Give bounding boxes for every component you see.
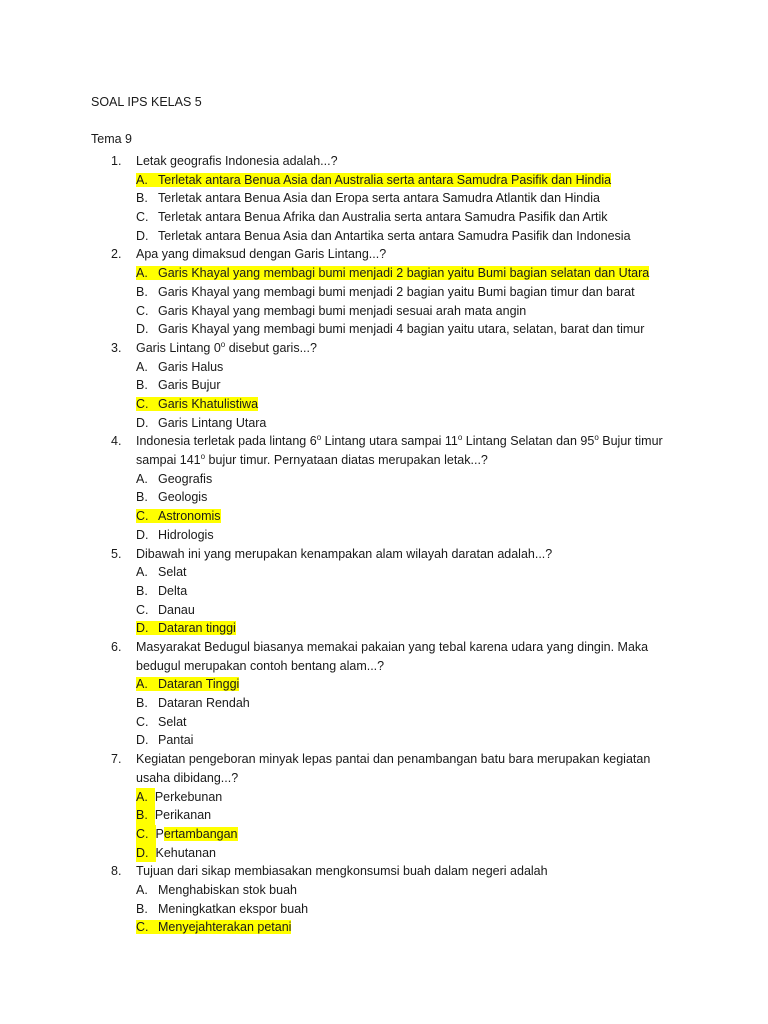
option-list xyxy=(136,470,688,545)
option-letter: A. xyxy=(136,788,155,807)
question-text-part: Indonesia terletak pada lintang 6 xyxy=(136,434,317,449)
option-letter: B. xyxy=(136,191,148,206)
question-4 xyxy=(91,432,688,544)
option-c xyxy=(136,713,688,732)
option-text: Garis Lintang Utara xyxy=(158,415,267,430)
question-text: Dibawah ini yang merupakan kenampakan alam wilayah daratan adalah...? xyxy=(136,546,553,561)
option-letter: C. xyxy=(136,303,149,318)
degree-symbol: o xyxy=(220,339,226,349)
option-b xyxy=(136,806,688,825)
question-text-part: disebut garis...? xyxy=(225,340,317,355)
option-text: Dataran tinggi xyxy=(158,621,236,636)
option-b xyxy=(136,376,688,395)
question-3 xyxy=(91,339,688,432)
option-list xyxy=(136,675,688,750)
option-text: Terletak antara Benua Asia dan Eropa serta antara Samudra Atlantik dan Hindia xyxy=(158,191,600,206)
option-letter: A. xyxy=(136,359,148,374)
answer-highlight xyxy=(136,920,291,934)
option-list xyxy=(136,264,688,339)
question-text: Kegiatan pengeboran minyak lepas pantai dan penambangan batu bara merupakan kegiatan xyxy=(136,752,651,767)
option-text: Hidrologis xyxy=(158,527,214,542)
degree-symbol: o xyxy=(594,433,599,443)
option-d xyxy=(136,619,688,638)
option-letter: C. xyxy=(136,509,149,524)
option-c xyxy=(136,601,688,620)
option-text: Meningkatkan ekspor buah xyxy=(158,901,309,916)
question-text-part: Garis Lintang 0 xyxy=(136,340,221,355)
question-number: 3. xyxy=(111,340,122,355)
question-text-part: sampai 141 xyxy=(136,453,201,468)
option-text: Menyejahterakan petani xyxy=(158,920,292,935)
question-1 xyxy=(91,152,688,245)
option-text: Astronomis xyxy=(158,509,221,524)
option-text: Garis Bujur xyxy=(158,378,221,393)
option-letter: C. xyxy=(136,920,149,935)
option-b xyxy=(136,694,688,713)
option-a xyxy=(136,264,688,283)
option-text: Garis Khayal yang membagi bumi menjadi 2 bagian yaitu Bumi bagian timur dan barat xyxy=(158,284,635,299)
option-text: Garis Khayal yang membagi bumi menjadi sesuai arah mata angin xyxy=(158,303,527,318)
option-d xyxy=(136,844,688,863)
answer-highlight xyxy=(136,621,236,635)
option-a xyxy=(136,358,688,377)
option-d xyxy=(136,414,688,433)
degree-symbol: o xyxy=(316,433,322,443)
option-a xyxy=(136,881,688,900)
question-text xyxy=(136,432,688,451)
option-letter: A. xyxy=(136,565,148,580)
question-6 xyxy=(91,638,688,750)
question-text-part: bujur timur. Pernyataan diatas merupakan letak...? xyxy=(205,453,488,468)
option-text: Perikanan xyxy=(154,808,212,823)
option-c xyxy=(136,395,688,414)
option-text: Geografis xyxy=(158,471,213,486)
option-letter: A. xyxy=(136,172,148,187)
option-letter: D. xyxy=(136,621,149,636)
option-d xyxy=(136,320,688,339)
question-number: 8. xyxy=(111,864,122,879)
option-text: Selat xyxy=(158,565,187,580)
option-list xyxy=(136,881,688,937)
option-a xyxy=(136,171,688,190)
option-a xyxy=(136,788,688,807)
option-text: Garis Halus xyxy=(158,359,224,374)
option-a xyxy=(136,675,688,694)
question-number: 5. xyxy=(111,546,122,561)
question-2 xyxy=(91,245,688,338)
option-letter: A. xyxy=(136,882,148,897)
option-letter: B. xyxy=(136,806,155,825)
option-text: Terletak antara Benua Asia dan Antartika serta antara Samudra Pasifik dan Indonesia xyxy=(158,228,631,243)
option-text: Kehutanan xyxy=(155,845,216,860)
option-letter: C. xyxy=(136,210,149,225)
question-text-part: Bujur timur xyxy=(598,434,663,449)
question-text: Letak geografis Indonesia adalah...? xyxy=(136,154,338,168)
option-text: Garis Khayal yang membagi bumi menjadi 2 bagian yaitu Bumi bagian selatan dan Utara xyxy=(158,266,650,281)
question-text-part: Lintang utara sampai 11 xyxy=(321,434,458,449)
option-letter: B. xyxy=(136,284,148,299)
question-text: Tujuan dari sikap membiasakan mengkonsumsi buah dalam negeri adalah xyxy=(136,864,548,879)
option-c xyxy=(136,208,688,227)
option-list xyxy=(136,788,688,863)
question-number: 1. xyxy=(111,154,122,168)
option-letter: C. xyxy=(136,714,149,729)
option-d xyxy=(136,227,688,246)
document-title: SOAL IPS KELAS 5 xyxy=(91,95,202,109)
option-letter: C. xyxy=(136,602,149,617)
option-letter: D. xyxy=(136,322,149,337)
option-text: Garis Khatulistiwa xyxy=(158,396,259,411)
option-text-first: P xyxy=(155,826,164,841)
option-letter: A. xyxy=(136,266,148,281)
question-text xyxy=(136,339,688,358)
option-d xyxy=(136,526,688,545)
option-b xyxy=(136,283,688,302)
option-text: Pantai xyxy=(158,733,194,748)
option-letter: B. xyxy=(136,378,148,393)
question-text: Masyarakat Bedugul biasanya memakai pakaian yang tebal karena udara yang dingin. Maka xyxy=(136,639,649,654)
option-letter: A. xyxy=(136,677,148,692)
question-text-line-2: usaha dibidang...? xyxy=(136,770,239,785)
option-text: Dataran Rendah xyxy=(158,696,250,711)
question-7 xyxy=(91,750,688,862)
question-text-line-2 xyxy=(136,451,688,470)
answer-highlight: ertambangan xyxy=(163,826,238,841)
answer-highlight xyxy=(136,397,258,411)
option-text: Danau xyxy=(158,602,195,617)
option-text: Selat xyxy=(158,714,187,729)
option-list xyxy=(136,171,688,246)
option-c xyxy=(136,825,688,844)
option-letter: B. xyxy=(136,901,148,916)
option-list xyxy=(136,358,688,433)
question-text: Apa yang dimaksud dengan Garis Lintang...? xyxy=(136,247,387,262)
question-text-part: Lintang Selatan dan 95 xyxy=(462,434,595,449)
degree-symbol: o xyxy=(457,433,463,443)
question-number: 4. xyxy=(111,434,122,449)
option-c xyxy=(136,302,688,321)
option-text: Terletak antara Benua Asia dan Australia serta antara Samudra Pasifik dan Hindia xyxy=(158,172,612,187)
option-b xyxy=(136,488,688,507)
option-d xyxy=(136,731,688,750)
option-letter: C. xyxy=(136,396,149,411)
option-letter: D. xyxy=(136,415,149,430)
question-list xyxy=(91,152,688,937)
question-5 xyxy=(91,545,688,638)
option-letter: C. xyxy=(136,825,156,844)
option-letter: B. xyxy=(136,490,148,505)
option-letter: D. xyxy=(136,844,156,863)
option-letter: B. xyxy=(136,696,148,711)
answer-highlight xyxy=(136,677,239,691)
option-letter: D. xyxy=(136,733,149,748)
option-letter: D. xyxy=(136,527,149,542)
option-text: Menghabiskan stok buah xyxy=(158,882,297,897)
option-letter: D. xyxy=(136,228,149,243)
option-a xyxy=(136,470,688,489)
option-b xyxy=(136,582,688,601)
option-letter: A. xyxy=(136,471,148,486)
answer-highlight xyxy=(136,266,649,280)
question-text-line-2: bedugul merupakan contoh bentang alam...? xyxy=(136,658,385,673)
option-text: Garis Khayal yang membagi bumi menjadi 4 bagian yaitu utara, selatan, barat dan timur xyxy=(158,322,645,337)
document-theme: Tema 9 xyxy=(91,132,132,146)
option-text: Geologis xyxy=(158,490,208,505)
question-number: 6. xyxy=(111,639,122,654)
option-b xyxy=(136,900,688,919)
answer-highlight xyxy=(136,509,221,523)
answer-highlight xyxy=(136,173,611,187)
option-text: Delta xyxy=(158,583,188,598)
option-a xyxy=(136,563,688,582)
degree-symbol: o xyxy=(200,452,206,462)
option-c xyxy=(136,507,688,526)
option-text: Dataran Tinggi xyxy=(158,677,240,692)
question-number: 2. xyxy=(111,247,122,262)
option-text: Terletak antara Benua Afrika dan Australia serta antara Samudra Pasifik dan Artik xyxy=(158,210,608,225)
question-8 xyxy=(91,862,688,937)
option-b xyxy=(136,189,688,208)
question-number: 7. xyxy=(111,752,122,767)
option-text: Perkebunan xyxy=(154,789,223,804)
option-letter: B. xyxy=(136,583,148,598)
option-c xyxy=(136,918,688,937)
option-list xyxy=(136,563,688,638)
